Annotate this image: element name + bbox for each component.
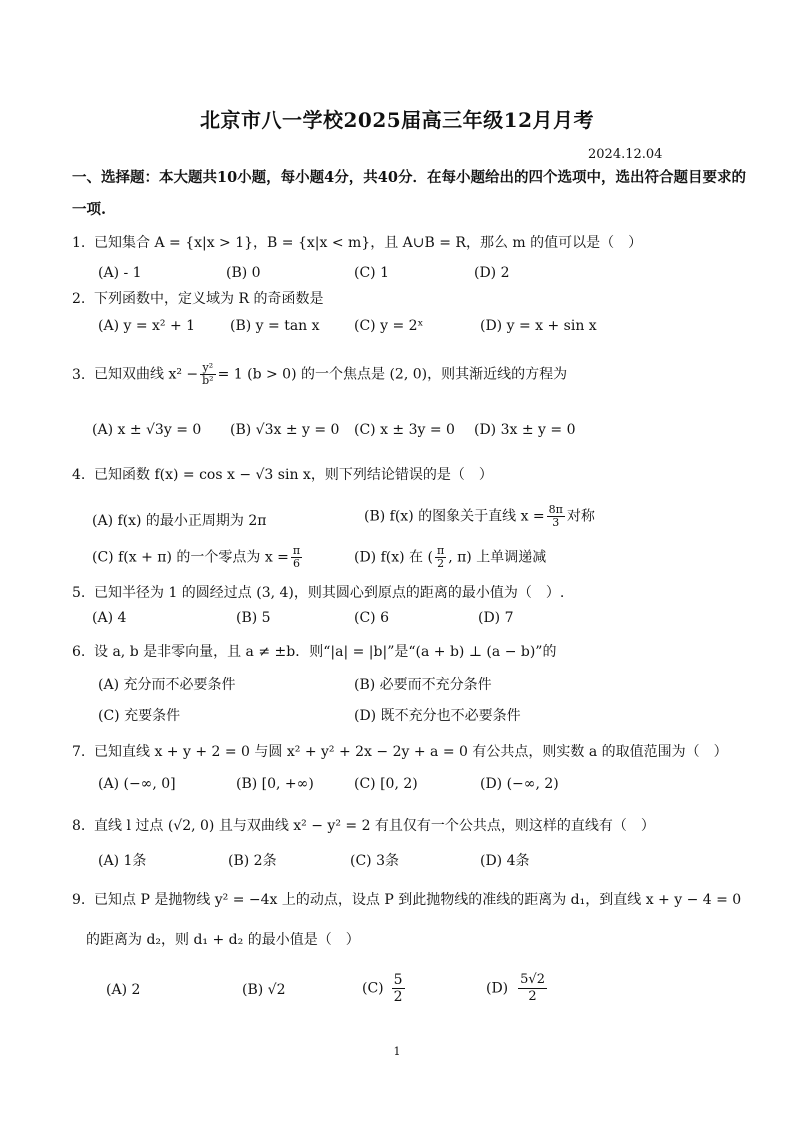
option-b-text-end: 对称 bbox=[566, 508, 595, 525]
option-d-text-end: , π) 上单调递减 bbox=[448, 549, 547, 566]
fraction-numerator: y² bbox=[200, 362, 215, 375]
option-a: (A) y = x² + 1 bbox=[98, 318, 196, 334]
option-a: (A) 2 bbox=[106, 982, 141, 998]
question-number: 3. bbox=[72, 366, 86, 383]
fraction-numerator: 5√2 bbox=[520, 972, 545, 987]
fraction-numerator: π bbox=[436, 544, 445, 557]
option-b: (B) [0, +∞) bbox=[236, 776, 314, 792]
question-3 bbox=[72, 362, 567, 387]
fraction-y2-b2 bbox=[200, 362, 215, 387]
option-d: (D) 7 bbox=[478, 610, 514, 626]
option-c-text: (C) f(x + π) 的一个零点为 x = bbox=[92, 549, 289, 566]
option-b: (B) √2 bbox=[242, 982, 286, 998]
fraction-5-2 bbox=[392, 972, 405, 1005]
option-a: (A) f(x) 的最小正周期为 2π bbox=[92, 513, 267, 529]
question-6 bbox=[72, 641, 556, 661]
option-c bbox=[92, 545, 304, 570]
question-stem: 设 a, b 是非零向量，且 a ≠ ±b．则“|a| = |b|”是“(a + b) ⊥ (a − b)”的 bbox=[94, 644, 557, 660]
page-title: 北京市八一学校2025届高三年级12月月考 bbox=[200, 108, 594, 132]
option-c: (C) [0, 2) bbox=[354, 776, 418, 792]
question-5 bbox=[72, 582, 564, 602]
question-number: 1. bbox=[72, 235, 86, 251]
option-d: (D) 3x ± y = 0 bbox=[474, 422, 576, 438]
question-2 bbox=[72, 288, 323, 308]
fraction-8pi-3 bbox=[547, 504, 565, 529]
option-b: (B) 2条 bbox=[228, 853, 277, 869]
question-9 bbox=[72, 889, 741, 909]
option-d bbox=[354, 545, 546, 570]
question-number: 6. bbox=[72, 644, 86, 660]
question-number: 5. bbox=[72, 585, 86, 601]
fraction-denominator: 3 bbox=[552, 516, 560, 529]
question-number: 7. bbox=[72, 744, 86, 760]
question-number: 8. bbox=[72, 818, 86, 834]
fraction-numerator: π bbox=[292, 544, 301, 557]
question-stem: 下列函数中，定义域为 R 的奇函数是 bbox=[94, 291, 324, 307]
option-c: (C) y = 2ˣ bbox=[354, 318, 424, 334]
option-b: (B) 必要而不充分条件 bbox=[354, 677, 492, 693]
option-a: (A) x ± √3y = 0 bbox=[92, 422, 202, 438]
question-stem-line1: 已知点 P 是抛物线 y² = −4x 上的动点，设点 P 到此抛物线的准线的距离为 d₁，到直线 x + y − 4 = 0 bbox=[94, 892, 742, 908]
fraction-denominator: b² bbox=[202, 374, 214, 387]
option-c-label: (C) bbox=[362, 980, 384, 997]
option-d: (D) y = x + sin x bbox=[480, 318, 597, 334]
question-8 bbox=[72, 815, 655, 835]
option-b: (B) y = tan x bbox=[230, 318, 320, 334]
option-c: (C) 1 bbox=[354, 265, 389, 281]
option-c bbox=[362, 972, 407, 1005]
fraction-pi-6 bbox=[291, 545, 302, 570]
option-a: (A) 充分而不必要条件 bbox=[98, 677, 236, 693]
fraction-denominator: 2 bbox=[528, 989, 537, 1004]
option-d: (D) (−∞, 2) bbox=[480, 776, 559, 792]
question-stem-part1: 已知双曲线 x² − bbox=[94, 366, 199, 383]
exam-date: 2024.12.04 bbox=[588, 147, 663, 162]
fraction-numerator: 5 bbox=[393, 972, 403, 988]
option-b: (B) 0 bbox=[226, 265, 261, 281]
option-c: (C) 3条 bbox=[350, 853, 399, 869]
option-d-label: (D) bbox=[486, 980, 509, 997]
option-a: (A) - 1 bbox=[98, 265, 142, 281]
option-a: (A) 1条 bbox=[98, 853, 147, 869]
question-number: 9. bbox=[72, 892, 86, 908]
question-4 bbox=[72, 464, 493, 484]
section-heading-cont: 一项. bbox=[72, 201, 107, 218]
question-9-line2: 的距离为 d₂，则 d₁ + d₂ 的最小值是（ ） bbox=[86, 932, 360, 948]
question-stem: 已知半径为 1 的圆经过点 (3, 4)，则其圆心到原点的距离的最小值为（ ）. bbox=[94, 585, 565, 601]
option-b: (B) √3x ± y = 0 bbox=[230, 422, 340, 438]
option-d: (D) 4条 bbox=[480, 853, 530, 869]
option-a: (A) 4 bbox=[92, 610, 127, 626]
fraction-denominator: 2 bbox=[437, 557, 445, 570]
fraction-numerator: 8π bbox=[548, 503, 563, 516]
option-a: (A) (−∞, 0] bbox=[98, 776, 176, 792]
question-stem: 已知函数 f(x) = cos x − √3 sin x，则下列结论错误的是（ ） bbox=[94, 467, 493, 483]
section-heading: 一、选择题：本大题共10小题，每小题4分，共40分．在每小题给出的四个选项中，选出符合题目要求的 bbox=[72, 169, 746, 186]
option-d bbox=[486, 972, 549, 1005]
question-number: 4. bbox=[72, 467, 86, 483]
option-d: (D) 既不充分也不必要条件 bbox=[354, 708, 521, 724]
question-7 bbox=[72, 741, 728, 761]
question-1 bbox=[72, 232, 642, 252]
option-c: (C) 充要条件 bbox=[98, 708, 181, 724]
question-stem: 已知直线 x + y + 2 = 0 与圆 x² + y² + 2x − 2y + a = 0 有公共点，则实数 a 的取值范围为（ ） bbox=[94, 744, 728, 760]
question-stem: 已知集合 A = {x|x > 1}，B = {x|x < m}，且 A∪B = R，那么 m 的值可以是（ ） bbox=[94, 235, 643, 251]
fraction-pi-2 bbox=[435, 545, 446, 570]
question-stem-part2: = 1 (b > 0) 的一个焦点是 (2, 0)，则其渐近线的方程为 bbox=[217, 366, 568, 383]
page-number: 1 bbox=[393, 1045, 401, 1058]
option-c: (C) x ± 3y = 0 bbox=[354, 422, 455, 438]
option-d: (D) 2 bbox=[474, 265, 510, 281]
fraction-denominator: 6 bbox=[293, 557, 301, 570]
option-d-text: (D) f(x) 在 ( bbox=[354, 549, 433, 566]
option-b: (B) 5 bbox=[236, 610, 271, 626]
option-b bbox=[364, 504, 595, 529]
option-b-text: (B) f(x) 的图象关于直线 x = bbox=[364, 508, 545, 525]
fraction-denominator: 2 bbox=[393, 989, 403, 1005]
option-c: (C) 6 bbox=[354, 610, 389, 626]
question-stem: 直线 l 过点 (√2, 0) 且与双曲线 x² − y² = 2 有且仅有一个公共点，则这样的直线有（ ） bbox=[94, 818, 655, 834]
question-number: 2. bbox=[72, 291, 86, 307]
fraction-5root2-2 bbox=[518, 972, 547, 1005]
